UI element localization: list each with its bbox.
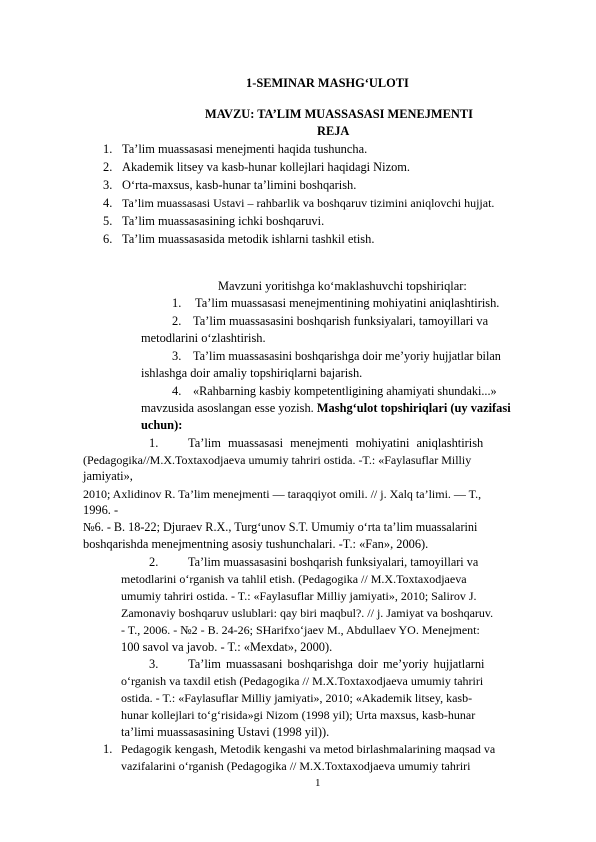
task-number: 2. [172,314,182,328]
homework-text: Ta’lim muassasasini boshqarish funksiyalari, tamoyillari va [188,555,479,569]
list-item: Ta’lim muassasasida metodik ishlarni tashkil etish. [122,232,375,246]
homework-text: Pedagogik kengash, Metodik kengashi va metod birlashmalarining maqsad va [121,742,496,756]
list-item: Akademik litsey va kasb-hunar kollejlari haqidagi Nizom. [122,160,411,174]
seminar-title: 1-SEMINAR MASHG‘ULOTI [246,76,409,90]
homework-number: 1. [103,742,113,756]
task-text: mavzusida asoslangan esse yozish. Mashg‘ulot topshiriqlari (uy vazifasi [141,401,511,415]
task-text: Ta’lim muassasasini boshqarishga doir me’yoriy hujjatlar bilan [193,349,501,363]
homework-text: Zamonaviy boshqaruv uslublari: qay biri maqbul?. // j. Jamiyat va boshqaruv. [121,606,494,620]
homework-number: 1. [149,436,159,450]
homework-text: ostida. - T.: «Faylasuflar Milliy jamiyati», 2010; «Akademik litsey, kasb- [121,691,473,705]
task-number: 4. [172,384,182,398]
homework-text: Ta’lim muassasani boshqarishga doir me’yoriy hujjatlarni [188,657,485,671]
homework-text: ta’limi muassasasining Ustavi (1998 yil)). [121,725,330,739]
homework-text: vazifalarini o‘rganish (Pedagogika // M.X.Toxtaxodjaeva umumiy tahriri [121,759,471,773]
homework-heading-cont: uchun): [141,418,183,432]
task-number: 1. [172,296,182,310]
list-item: Ta’lim muassasasi menejmenti haqida tushuncha. [122,142,368,156]
task-number: 3. [172,349,182,363]
list-item: Ta’lim muassasasining ichki boshqaruvi. [122,214,325,228]
topic-title: MAVZU: TA’LIM MUASSASASI MENEJMENTI [205,107,473,121]
task-text: «Rahbarning kasbiy kompetentligining ahamiyati shundaki...» [193,384,497,398]
list-item: 5. [103,214,113,228]
homework-text: jamiyati», [83,469,133,483]
homework-text: (Pedagogika//M.X.Toxtaxodjaeva umumiy tahriri ostida. -T.: «Faylasuflar Milliy [83,453,472,467]
tasks-heading: Mavzuni yoritishga ko‘maklashuvchi topshiriqlar: [218,279,467,293]
homework-text: - T., 2006. - №2 - B. 24-26; SHarifxo‘jaev M., Abdullaev YO. Menejment: [121,623,480,637]
homework-text: umumiy tahriri ostida. - T.: «Faylasuflar Milliy jamiyati», 2010; Salirov J. [121,589,477,603]
homework-text: 2010; Axlidinov R. Ta’lim menejmenti — taraqqiyot omili. // j. Xalq ta’limi. — T., [83,487,482,501]
homework-text: 100 savol va javob. - T.: «Mexdat», 2000). [121,640,333,654]
list-item: 6. [103,232,113,246]
homework-text: Ta’lim muassasasi menejmenti mohiyatini aniqlashtirish [188,436,484,450]
task-text: ishlashga doir amaliy topshiriqlarni bajarish. [141,366,363,380]
list-item: Ta’lim muassasasi Ustavi – rahbarlik va boshqaruv tizimini aniqlovchi hujjat. [122,196,495,210]
homework-text: metodlarini o‘rganish va tahlil etish. (Pedagogika // M.X.Toxtaxodjaeva [121,572,467,586]
page-number: 1 [315,777,321,789]
list-item: 1. [103,142,113,156]
homework-number: 3. [149,657,159,671]
plan-heading: REJA [317,124,350,138]
homework-text: o‘rganish va taxdil etish (Pedagogika // M.X.Toxtaxodjaeva umumiy tahriri [121,674,484,688]
homework-text: №6. - B. 18-22; Djuraev R.X., Turg‘unov S.T. Umumiy o‘rta ta’lim muassalarini [83,520,478,534]
task-text: Ta’lim muassasasini boshqarish funksiyalari, tamoyillari va [193,314,489,328]
homework-number: 2. [149,555,159,569]
homework-text: hunar kollejlari to‘g‘risida»gi Nizom (1998 yil); Urta maxsus, kasb-hunar [121,708,476,722]
task-text: metodlarini o‘zlashtirish. [141,331,266,345]
homework-text: 1996. - [83,503,119,517]
list-item: 2. [103,160,113,174]
list-item: 3. [103,178,113,192]
homework-heading: Mashg‘ulot topshiriqlari (uy vazifasi [316,401,511,415]
list-item: O‘rta-maxsus, kasb-hunar ta’limini boshqarish. [122,178,357,192]
list-item: 4. [103,196,113,210]
homework-text: boshqarishda menejmentning asosiy tushunchalari. -T.: «Fan», 2006). [83,537,429,551]
task-text: Ta’lim muassasasi menejmentining mohiyatini aniqlashtirish. [195,296,500,310]
